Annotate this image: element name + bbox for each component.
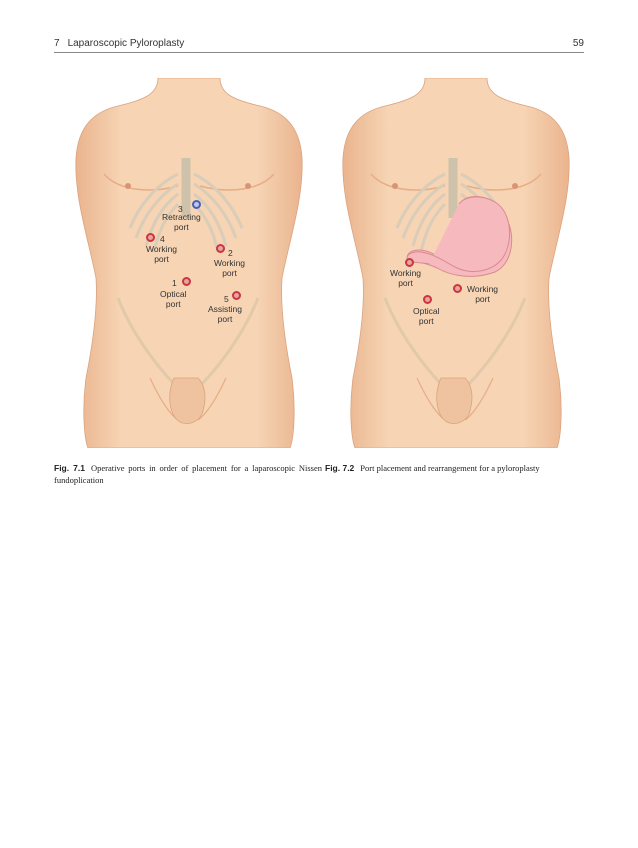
chapter-title: Laparoscopic Pyloroplasty — [67, 38, 185, 49]
working-port-right-marker — [453, 284, 462, 293]
figure-7-1-caption-text: Operative ports in order of placement for a laparoscopic Nissen fundoplication — [54, 463, 322, 485]
figure-7-2-caption — [325, 462, 585, 474]
header-rule — [54, 52, 584, 53]
optical-port-marker — [423, 295, 432, 304]
figure-7-2-caption-label: Fig. 7.2 — [325, 463, 355, 473]
figure-7-1-caption — [54, 462, 322, 486]
page-number: 59 — [572, 38, 584, 49]
port-5-number: 5 — [224, 294, 229, 304]
port-4-number: 4 — [160, 234, 165, 244]
working-port-left-marker — [405, 258, 414, 267]
port-5-label: Assisting port — [208, 304, 243, 324]
port-5-marker — [232, 291, 241, 300]
port-2-marker — [216, 244, 225, 253]
chapter-number: 7 — [54, 38, 60, 49]
port-1-marker — [182, 277, 191, 286]
working-port-right-label: Working port — [467, 284, 499, 304]
figure-7-2 — [325, 78, 587, 448]
figure-7-2-caption-text: Port placement and rearrangement for a pyloroplasty — [360, 463, 540, 473]
port-2-label: Working port — [214, 258, 246, 278]
working-port-left-label: Working port — [390, 268, 422, 288]
torso-illustration-1 — [58, 78, 320, 448]
figure-7-1-caption-label: Fig. 7.1 — [54, 463, 85, 473]
figure-7-1 — [58, 78, 320, 448]
optical-port-label: Optical port — [413, 306, 440, 326]
port-3-number: 3 — [178, 204, 183, 214]
port-3-marker — [192, 200, 201, 209]
port-1-label: Optical port — [160, 289, 187, 309]
header-chapter — [54, 38, 184, 49]
port-4-marker — [146, 233, 155, 242]
port-3-label: Retracting port — [162, 212, 201, 232]
port-4-label: Working port — [146, 244, 178, 264]
port-1-number: 1 — [172, 278, 177, 288]
torso-illustration-2 — [325, 78, 587, 448]
port-2-number: 2 — [228, 248, 233, 258]
